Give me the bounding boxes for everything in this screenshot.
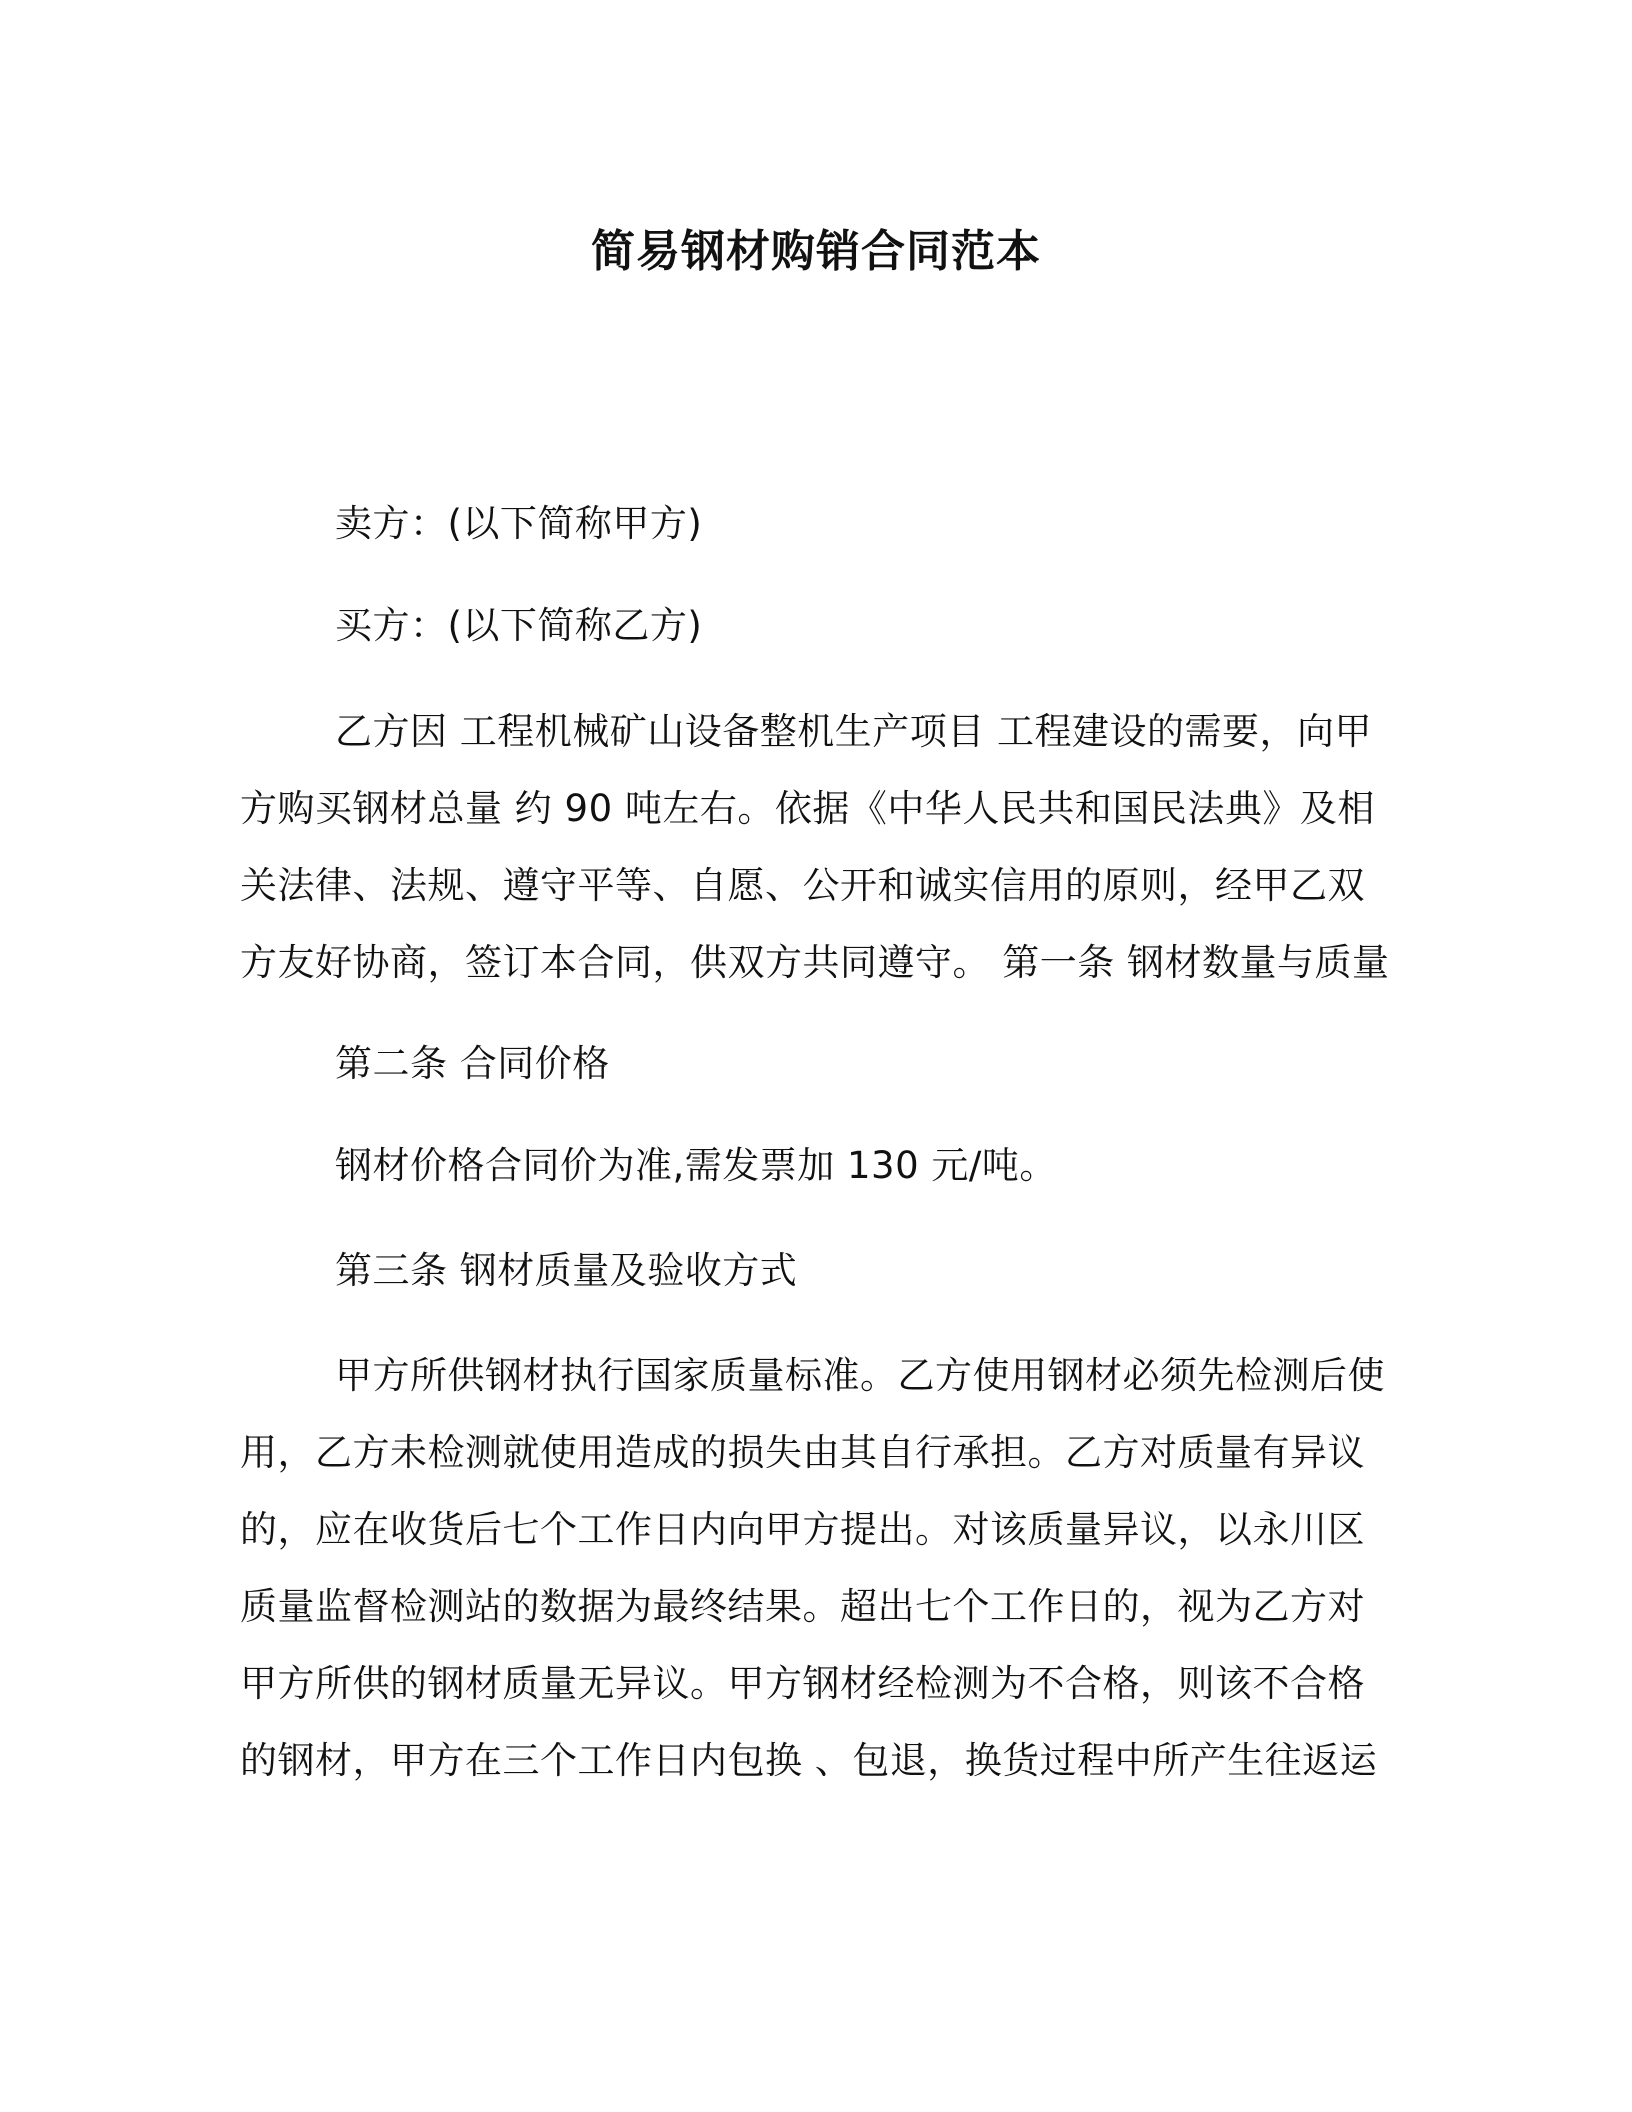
article-3-heading: 第三条 钢材质量及验收方式 [335,1249,798,1292]
quality-paragraph: 甲方所供钢材执行国家质量标准。乙方使用钢材必须先检测后使用，乙方未检测就使用造成的损失由其自行承担。乙方对质量有异议的，应在收货后七个工作日内向甲方提出。对该质量异议，以永川区质量监督检测站的数据为最终结果。超出七个工作日的，视为乙方对甲方所供的钢材质量无异议。甲方钢材经检测为不合格，则该不合格的钢材，甲方在三个工作日内包换 、包退，换货过程中所产生往返运 [240,1354,1385,1782]
buyer-paragraph: 买方：(以下简称乙方) [335,604,703,647]
price-paragraph: 钢材价格合同价为准,需发票加 130 元/吨。 [335,1144,1057,1187]
intro-paragraph: 乙方因 工程机械矿山设备整机生产项目 工程建设的需要，向甲方购买钢材总量 约 90 吨左右。依据《中华人民共和国民法典》及相关法律、法规、遵守平等、自愿、公开和诚实信用的原则，经甲乙双方友好协商，签订本合同，供双方共同遵守。 第一条 钢材数量与质量 [240,710,1390,984]
seller-paragraph: 卖方：(以下简称甲方) [335,502,703,545]
article-2-heading: 第二条 合同价格 [335,1042,610,1085]
document-title: 简易钢材购销合同范本 [591,226,1041,277]
